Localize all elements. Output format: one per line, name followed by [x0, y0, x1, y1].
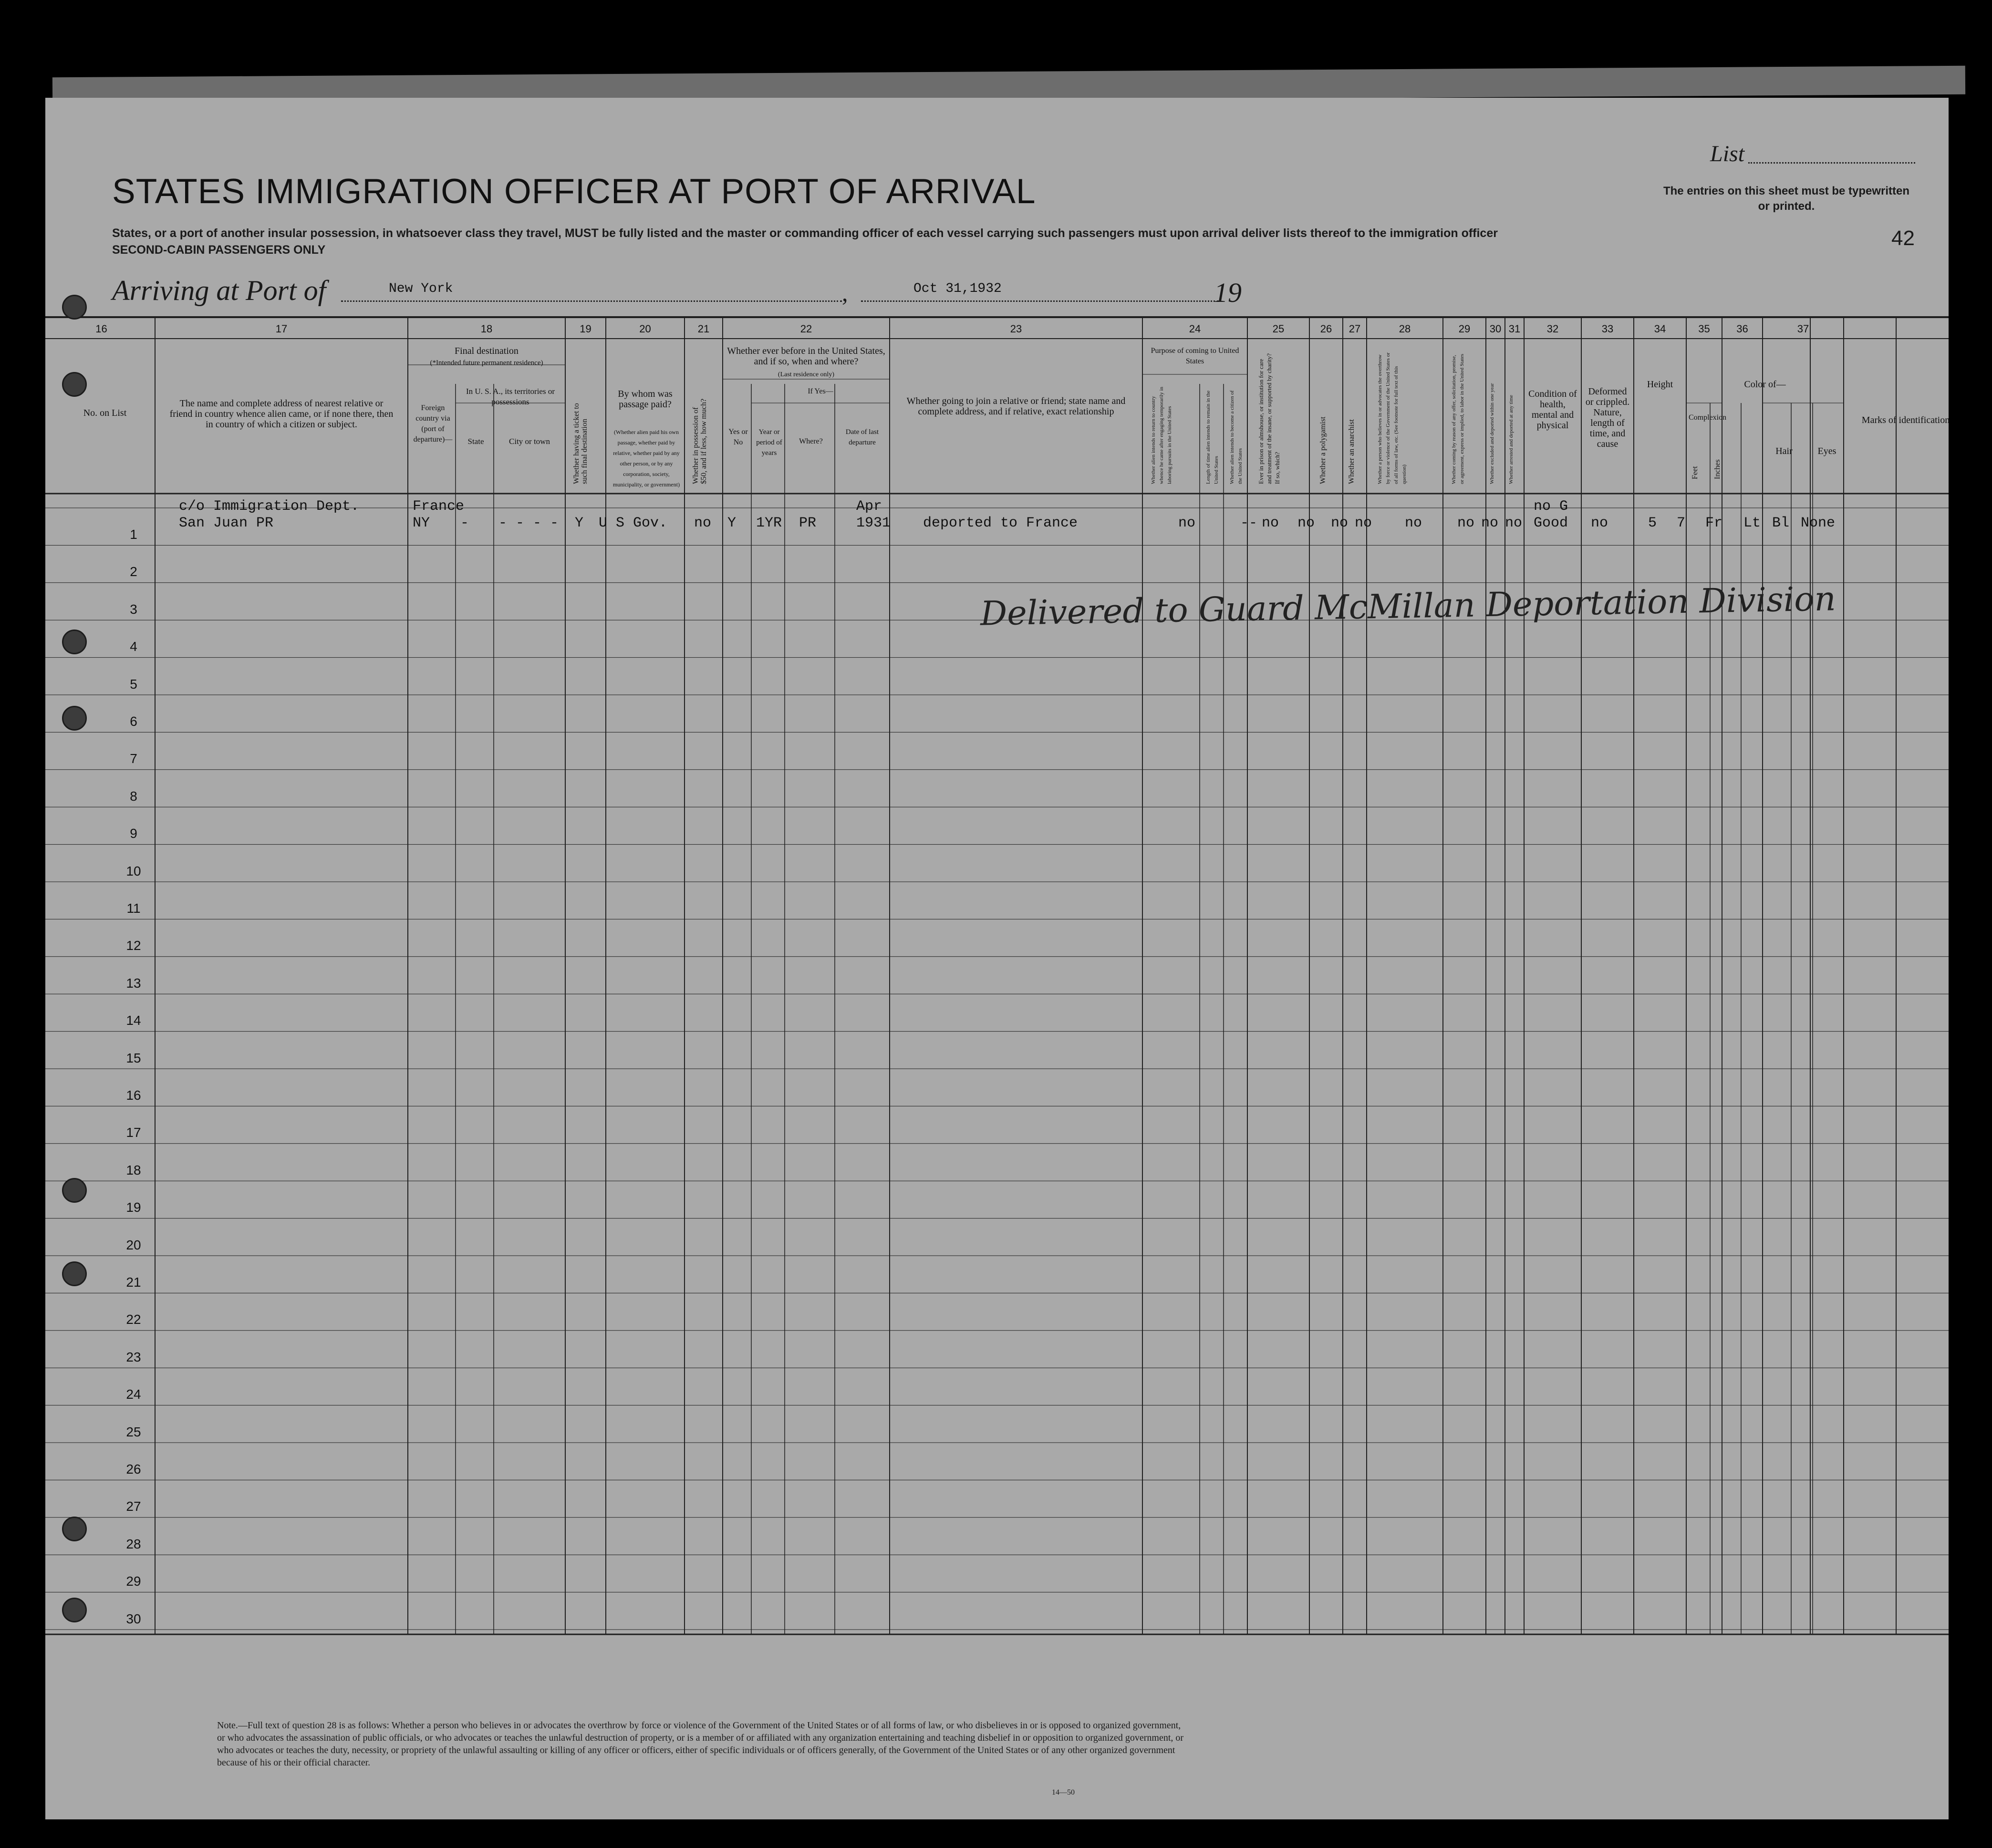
- column-number: 22: [800, 323, 812, 335]
- punch-hole: [62, 706, 87, 731]
- column-number: 26: [1320, 323, 1332, 335]
- row-number: 29: [126, 1574, 141, 1589]
- cell-anarchist: no: [1355, 515, 1372, 531]
- column-number: 27: [1349, 323, 1361, 335]
- year-prefix: 19: [1214, 277, 1242, 308]
- row-number: 11: [126, 901, 141, 916]
- cell-foreign-country: France: [413, 498, 465, 515]
- header-prison: Ever in prison or almshouse, or institution for care and treatment of the insane, or supported by charity? If so, which?: [1257, 353, 1281, 484]
- cell-money: no: [694, 515, 712, 531]
- column-number: 18: [480, 323, 493, 335]
- row-number: 19: [126, 1200, 141, 1215]
- cell-deformed: no: [1591, 515, 1608, 531]
- header-ticket: Whether having a ticket to such final destination: [572, 403, 589, 484]
- row-number: 3: [130, 601, 137, 617]
- header-relative-address: The name and complete address of nearest relative or friend in country whence alien came, or if none there, then in country of which a citizen or subject.: [169, 398, 394, 430]
- header-where: Where?: [799, 437, 823, 445]
- cell-city: - - - -: [498, 515, 559, 531]
- manifest-sheet: [45, 98, 1949, 1819]
- row-number: 16: [126, 1088, 141, 1103]
- comma: ,: [842, 279, 848, 306]
- punch-hole: [62, 1598, 87, 1622]
- cell-where: PR: [799, 515, 817, 531]
- column-number: 25: [1272, 323, 1285, 335]
- header-no-on-list: No. on List: [83, 408, 127, 418]
- header-final-destination-sub: (*Intended future permanent residence): [430, 359, 543, 367]
- row-number: 7: [130, 751, 137, 766]
- list-label: List: [1710, 141, 1745, 166]
- column-number: 24: [1189, 323, 1201, 335]
- row-number: 28: [126, 1536, 141, 1551]
- punch-hole: [62, 1517, 87, 1541]
- row-number: 1: [130, 527, 137, 542]
- header-years: Year or period of years: [756, 428, 782, 457]
- header-joining: Whether going to join a relative or friend; state name and complete address, and if relative, exact relationship: [906, 396, 1126, 417]
- row-number: 20: [126, 1237, 141, 1252]
- column-number: 34: [1654, 323, 1666, 335]
- cell-paid-by: U S Gov.: [599, 515, 668, 531]
- row-number: 15: [126, 1050, 141, 1065]
- header-marks: Marks of identification: [1861, 415, 1950, 425]
- cell-hair: Lt: [1743, 515, 1761, 531]
- handwritten-annotation: Delivered to Guard McMillan Deportation Division: [980, 579, 1836, 633]
- header-hair: Hair: [1775, 446, 1793, 456]
- row-number: 30: [126, 1611, 141, 1626]
- cell-polygamist: no: [1331, 515, 1349, 531]
- row-number: 25: [126, 1424, 141, 1439]
- cell-health-line1: no G: [1534, 498, 1568, 515]
- header-contract-labor: Whether coming by reason of any offer, solicitation, promise, or agreement, express or implied, to labor in the United States: [1451, 353, 1465, 484]
- column-number: 28: [1399, 323, 1411, 335]
- footnote: Note.—Full text of question 28 is as follows: Whether a person who believes in or advocates the overthrow by force or violence of the Government of the United States or of all forms of law, or who disbelieves in or is opposed to organized government, or who advocates the assassination of public officials, or who advocates or teaches the unlawful destruction of property, or is a member of or affiliated with any organization entertaining and teaching disbelief in or opposition to organized government, or who advocates or teaches the duty, necessity, or propriety of the unlawful assaulting or killing of any officer or officers, either of specific individuals or of officers generally, of the Government of the United States or of any other organized government because of his or their official character.: [217, 1720, 1184, 1768]
- passenger-class: SECOND-CABIN PASSENGERS ONLY: [112, 243, 326, 257]
- row-number: 10: [126, 863, 141, 878]
- punch-hole: [62, 1178, 87, 1203]
- header-ever-before: Whether ever before in the United States, and if so, when and where?: [727, 346, 885, 367]
- column-number: 36: [1736, 323, 1748, 335]
- form-grid: [45, 98, 1949, 1819]
- cell-deported: no: [1505, 515, 1523, 531]
- row-number: 21: [126, 1275, 141, 1290]
- column-number: 20: [639, 323, 651, 335]
- punch-hole: [62, 630, 87, 654]
- row-number: 27: [126, 1499, 141, 1514]
- header-height: Height: [1647, 379, 1673, 390]
- header-inches: Inches: [1713, 459, 1722, 479]
- cell-inches: 7: [1677, 515, 1686, 531]
- column-number: 17: [275, 323, 288, 335]
- row-number: 13: [126, 975, 141, 991]
- header-overthrow: Whether a person who believes in or advocates the overthrow by force or violence of the Government of the United States or of all forms of law, etc. (See footnote for full text of this question): [1377, 352, 1407, 484]
- column-number: 16: [95, 323, 107, 335]
- row-number: 26: [126, 1462, 141, 1476]
- column-number: 23: [1010, 323, 1022, 335]
- arriving-label: Arriving at Port of: [112, 275, 326, 306]
- cell-relative-line2: San Juan PR: [179, 515, 274, 531]
- row-number: 8: [130, 788, 137, 804]
- row-number: 5: [130, 676, 137, 692]
- cell-relative-line1: c/o Immigration Dept.: [179, 498, 360, 515]
- header-excluded: Whether excluded and deported within one year: [1489, 383, 1495, 484]
- cell-last-departure-month: Apr: [856, 498, 882, 515]
- row-number: 6: [130, 714, 137, 729]
- cell-excluded: no: [1481, 515, 1499, 531]
- row-number: 24: [126, 1387, 141, 1402]
- column-number: 35: [1698, 323, 1710, 335]
- header-citizen-intent: Whether alien intends to become a citizen of the United States: [1229, 390, 1243, 484]
- punch-hole: [62, 1261, 87, 1286]
- cell-return-intent: no: [1178, 515, 1196, 531]
- header-yes-no: Yes or No: [728, 428, 748, 446]
- sheet-number: 42: [1891, 227, 1915, 250]
- column-number: 19: [580, 323, 591, 335]
- cell-overthrow: no: [1405, 515, 1422, 531]
- row-number: 12: [126, 938, 141, 953]
- cell-foreign-port: NY: [413, 515, 430, 531]
- row-number: 14: [126, 1013, 141, 1028]
- header-health: Condition of health, mental and physical: [1528, 389, 1577, 431]
- header-money: Whether in possession of $50, and if less, how much?: [692, 398, 708, 484]
- column-number: 21: [697, 323, 710, 335]
- port-value: New York: [389, 281, 453, 296]
- cell-joining: deported to France: [923, 515, 1078, 531]
- header-foreign-country: Foreign country via (port of departure)—: [413, 404, 453, 444]
- page-subtitle: States, or a port of another insular possession, in whatsoever class they travel, MUST be fully listed and the master or commanding officer of each vessel carrying such passengers must upon arrival deliver lists thereof to the immigration officer: [112, 227, 1498, 240]
- header-usa-territories: In U. S. A., its territories or possessions: [466, 387, 555, 406]
- row-number: 22: [126, 1312, 141, 1327]
- cell-citizen: no: [1262, 515, 1279, 531]
- header-arrested: Whether arrested and deported at any time: [1508, 395, 1514, 484]
- cell-eyes: Bl: [1772, 515, 1790, 531]
- cell-feet: 5: [1648, 515, 1657, 531]
- header-passage-paid-sub: (Whether alien paid his own passage, whether paid by relative, whether paid by any other person, or by any corporation, society, municipality, or government): [612, 429, 680, 488]
- header-ever-before-sub: (Last residence only): [778, 371, 835, 378]
- cell-contract: no: [1457, 515, 1475, 531]
- row-number: 18: [126, 1162, 141, 1177]
- row-number: 9: [130, 826, 137, 841]
- header-city: City or town: [509, 437, 550, 446]
- row-number: 23: [126, 1349, 141, 1364]
- header-length-of-stay: Length of time alien intends to remain in the United States: [1205, 390, 1219, 484]
- cell-ticket: Y: [575, 515, 584, 531]
- cell-years: 1YR: [756, 515, 782, 531]
- header-color-of: Color of—: [1744, 379, 1786, 390]
- cell-last-departure-year: 1931: [856, 515, 891, 531]
- header-eyes: Eyes: [1817, 446, 1836, 456]
- header-purpose: Purpose of coming to United States: [1151, 347, 1239, 365]
- header-if-yes: If Yes—: [808, 387, 833, 395]
- header-complexion: Complexion: [1689, 413, 1727, 422]
- cell-length-stay: --: [1240, 515, 1258, 531]
- header-last-departure: Date of last departure: [845, 428, 879, 446]
- header-passage-paid: By whom was passage paid?: [618, 389, 673, 410]
- column-number: 37: [1797, 323, 1809, 335]
- cell-marks: None: [1801, 515, 1836, 531]
- cell-prison: no: [1297, 515, 1315, 531]
- header-state: State: [467, 437, 484, 446]
- header-anarchist: Whether an anarchist: [1348, 419, 1356, 484]
- column-number: 30: [1489, 323, 1502, 335]
- column-number: 32: [1546, 323, 1559, 335]
- typewritten-instructions: The entries on this sheet must be typewritten or printed.: [1663, 185, 1910, 213]
- header-deformed: Deformed or crippled. Nature, length of time, and cause: [1585, 386, 1630, 449]
- cell-state: -: [460, 515, 469, 531]
- date-value: Oct 31,1932: [913, 281, 1002, 296]
- cell-before: Y: [727, 515, 737, 531]
- row-number: 17: [126, 1125, 141, 1140]
- page-title: STATES IMMIGRATION OFFICER AT PORT OF ARRIVAL: [112, 172, 1036, 211]
- header-feet: Feet: [1691, 466, 1699, 479]
- header-return-intent: Whether alien intends to return to country whence he came after engaging temporarily in laboring pursuits in the United States: [1151, 386, 1172, 484]
- header-polygamist: Whether a polygamist: [1319, 416, 1327, 484]
- cell-complexion: Fr: [1705, 515, 1723, 531]
- punch-hole: [62, 372, 87, 397]
- column-number: 33: [1601, 323, 1614, 335]
- column-number: 31: [1508, 323, 1521, 335]
- header-final-destination: Final destination: [455, 346, 519, 356]
- row-number: 4: [130, 639, 137, 654]
- row-number: 2: [130, 564, 137, 579]
- column-number: 29: [1458, 323, 1471, 335]
- punch-hole: [62, 295, 87, 320]
- form-number: 14—50: [1052, 1788, 1075, 1796]
- cell-health-line2: Good: [1534, 515, 1568, 531]
